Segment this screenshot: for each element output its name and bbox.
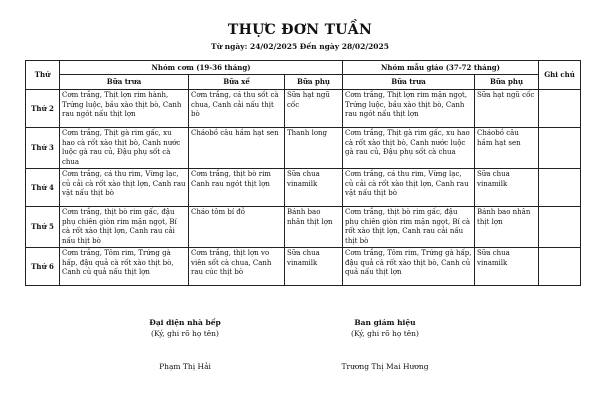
date-range: Từ ngày: 24/02/2025 Đến ngày 28/02/2025 [211, 42, 389, 51]
note-cell [539, 169, 581, 207]
a-lunch-cell: Cơm trắng, Thịt lợn rim hành, Trứng luộc, bầu xào thịt bò, Canh rau ngót nấu thịt lợn [60, 90, 189, 128]
note-header: Ghi chú [539, 61, 581, 90]
b-side-cell: Sữa chua vinamilk [475, 248, 539, 286]
note-cell [539, 90, 581, 128]
b-side-cell: Sữa chua vinamilk [475, 169, 539, 207]
day-cell: Thứ 3 [26, 128, 60, 169]
table-row [26, 169, 581, 207]
b-side-header: Bữa phụ [475, 75, 539, 90]
a-lunch-cell: Cơm trắng, Tôm rim, Trứng gà hấp, đậu quả cà rốt xào thịt bò, Canh củ quả nấu thịt lợn [60, 248, 189, 286]
b-side-cell: Bánh bao nhân thịt lợn [475, 207, 539, 248]
group-b-header: Nhóm mẫu giáo (37-72 tháng) [343, 61, 539, 75]
a-nap-cell: Cơm trắng, cá thu sốt cà chua, Canh cải nấu thịt bò [189, 90, 285, 128]
a-nap-cell: Cháobồ câu hầm hạt sen [189, 128, 285, 169]
b-lunch-cell: Cơm trắng, Thịt gà rim gấc, xu hao cà rốt xào thịt bò, Canh nước luộc gà rau củ, Đậu phụ sốt cà chua [343, 128, 475, 169]
board-role: Ban giám hiệu [354, 318, 416, 327]
b-lunch-cell: Cơm trắng, cá thu rim, Vừng lạc, củ cải cà rốt xào thịt lợn, Canh rau vặt nấu thịt bò [343, 169, 475, 207]
day-header: Thứ [26, 61, 60, 90]
b-lunch-cell: Cơm trắng, Tôm rim, Trứng gà hấp, đậu quả cà rốt xào thịt bò, Canh củ quả nấu thịt lợn [343, 248, 475, 286]
a-lunch-header: Bữa trưa [60, 75, 189, 90]
a-side-cell: Sữa chua vinamilk [285, 248, 343, 286]
a-lunch-cell: Cơm trắng, cá thu rim, Vừng lạc, củ cải cà rốt xào thịt lợn, Canh rau vặt nấu thịt bò [60, 169, 189, 207]
table-row [26, 128, 581, 169]
a-nap-cell: Cơm trắng, thịt bò rim Canh rau ngót thịt lợn [189, 169, 285, 207]
board-signature-block [310, 317, 460, 371]
day-cell: Thứ 4 [26, 169, 60, 207]
page-title: THỰC ĐƠN TUẦN [227, 22, 373, 38]
a-side-header: Bữa phụ [285, 75, 343, 90]
b-side-cell: Sữa hạt ngũ cốc [475, 90, 539, 128]
a-side-cell: Thanh long [285, 128, 343, 169]
table-row [26, 207, 581, 248]
day-cell: Thứ 2 [26, 90, 60, 128]
a-side-cell: Sữa hạt ngũ cốc [285, 90, 343, 128]
a-side-cell: Sữa chua vinamilk [285, 169, 343, 207]
a-nap-cell: Cơm trắng, thịt lợn vo viên sốt cà chua, Canh rau cúc thịt bò [189, 248, 285, 286]
a-nap-cell: Cháo tôm bí đỏ [189, 207, 285, 248]
a-lunch-cell: Cơm trắng, Thịt gà rim gấc, xu hao cà rốt xào thịt bò, Canh nước luộc gà rau củ, Đậu phụ sốt cà chua [60, 128, 189, 169]
a-lunch-cell: Cơm trắng, thịt bò rim gấc, đậu phụ chiên giòn rim mặn ngọt, Bí cà rốt xào thịt lợn, Canh rau cải nấu thịt bò [60, 207, 189, 248]
note-cell [539, 128, 581, 169]
board-sign-hint: (Ký, ghi rõ họ tên) [351, 329, 419, 338]
note-cell [539, 207, 581, 248]
day-cell: Thứ 5 [26, 207, 60, 248]
day-cell: Thứ 6 [26, 248, 60, 286]
b-lunch-header: Bữa trưa [343, 75, 475, 90]
weekly-menu-table [25, 60, 581, 286]
group-a-header: Nhóm cơm (19-36 tháng) [60, 61, 343, 75]
kitchen-signature-block [110, 317, 260, 371]
b-side-cell: Cháobồ câu hầm hạt sen [475, 128, 539, 169]
kitchen-sign-hint: (Ký, ghi rõ họ tên) [151, 329, 219, 338]
note-cell [539, 248, 581, 286]
kitchen-signer-name: Phạm Thị Hải [159, 362, 211, 371]
a-side-cell: Bánh bao nhân thịt lợn [285, 207, 343, 248]
a-nap-header: Bữa xế [189, 75, 285, 90]
b-lunch-cell: Cơm trắng, Thịt lợn rim mặn ngọt, Trứng luộc, bầu xào thịt bò, Canh rau ngót nấu thịt lợn [343, 90, 475, 128]
table-row [26, 248, 581, 286]
table-row [26, 90, 581, 128]
b-lunch-cell: Cơm trắng, thịt bò rim gấc, đậu phụ chiên giòn rim mặn ngọt, Bí cà rốt xào thịt lợn, Canh rau cải nấu thịt bò [343, 207, 475, 248]
kitchen-role: Đại diện nhà bếp [149, 318, 221, 327]
board-signer-name: Trương Thị Mai Hương [341, 362, 429, 371]
